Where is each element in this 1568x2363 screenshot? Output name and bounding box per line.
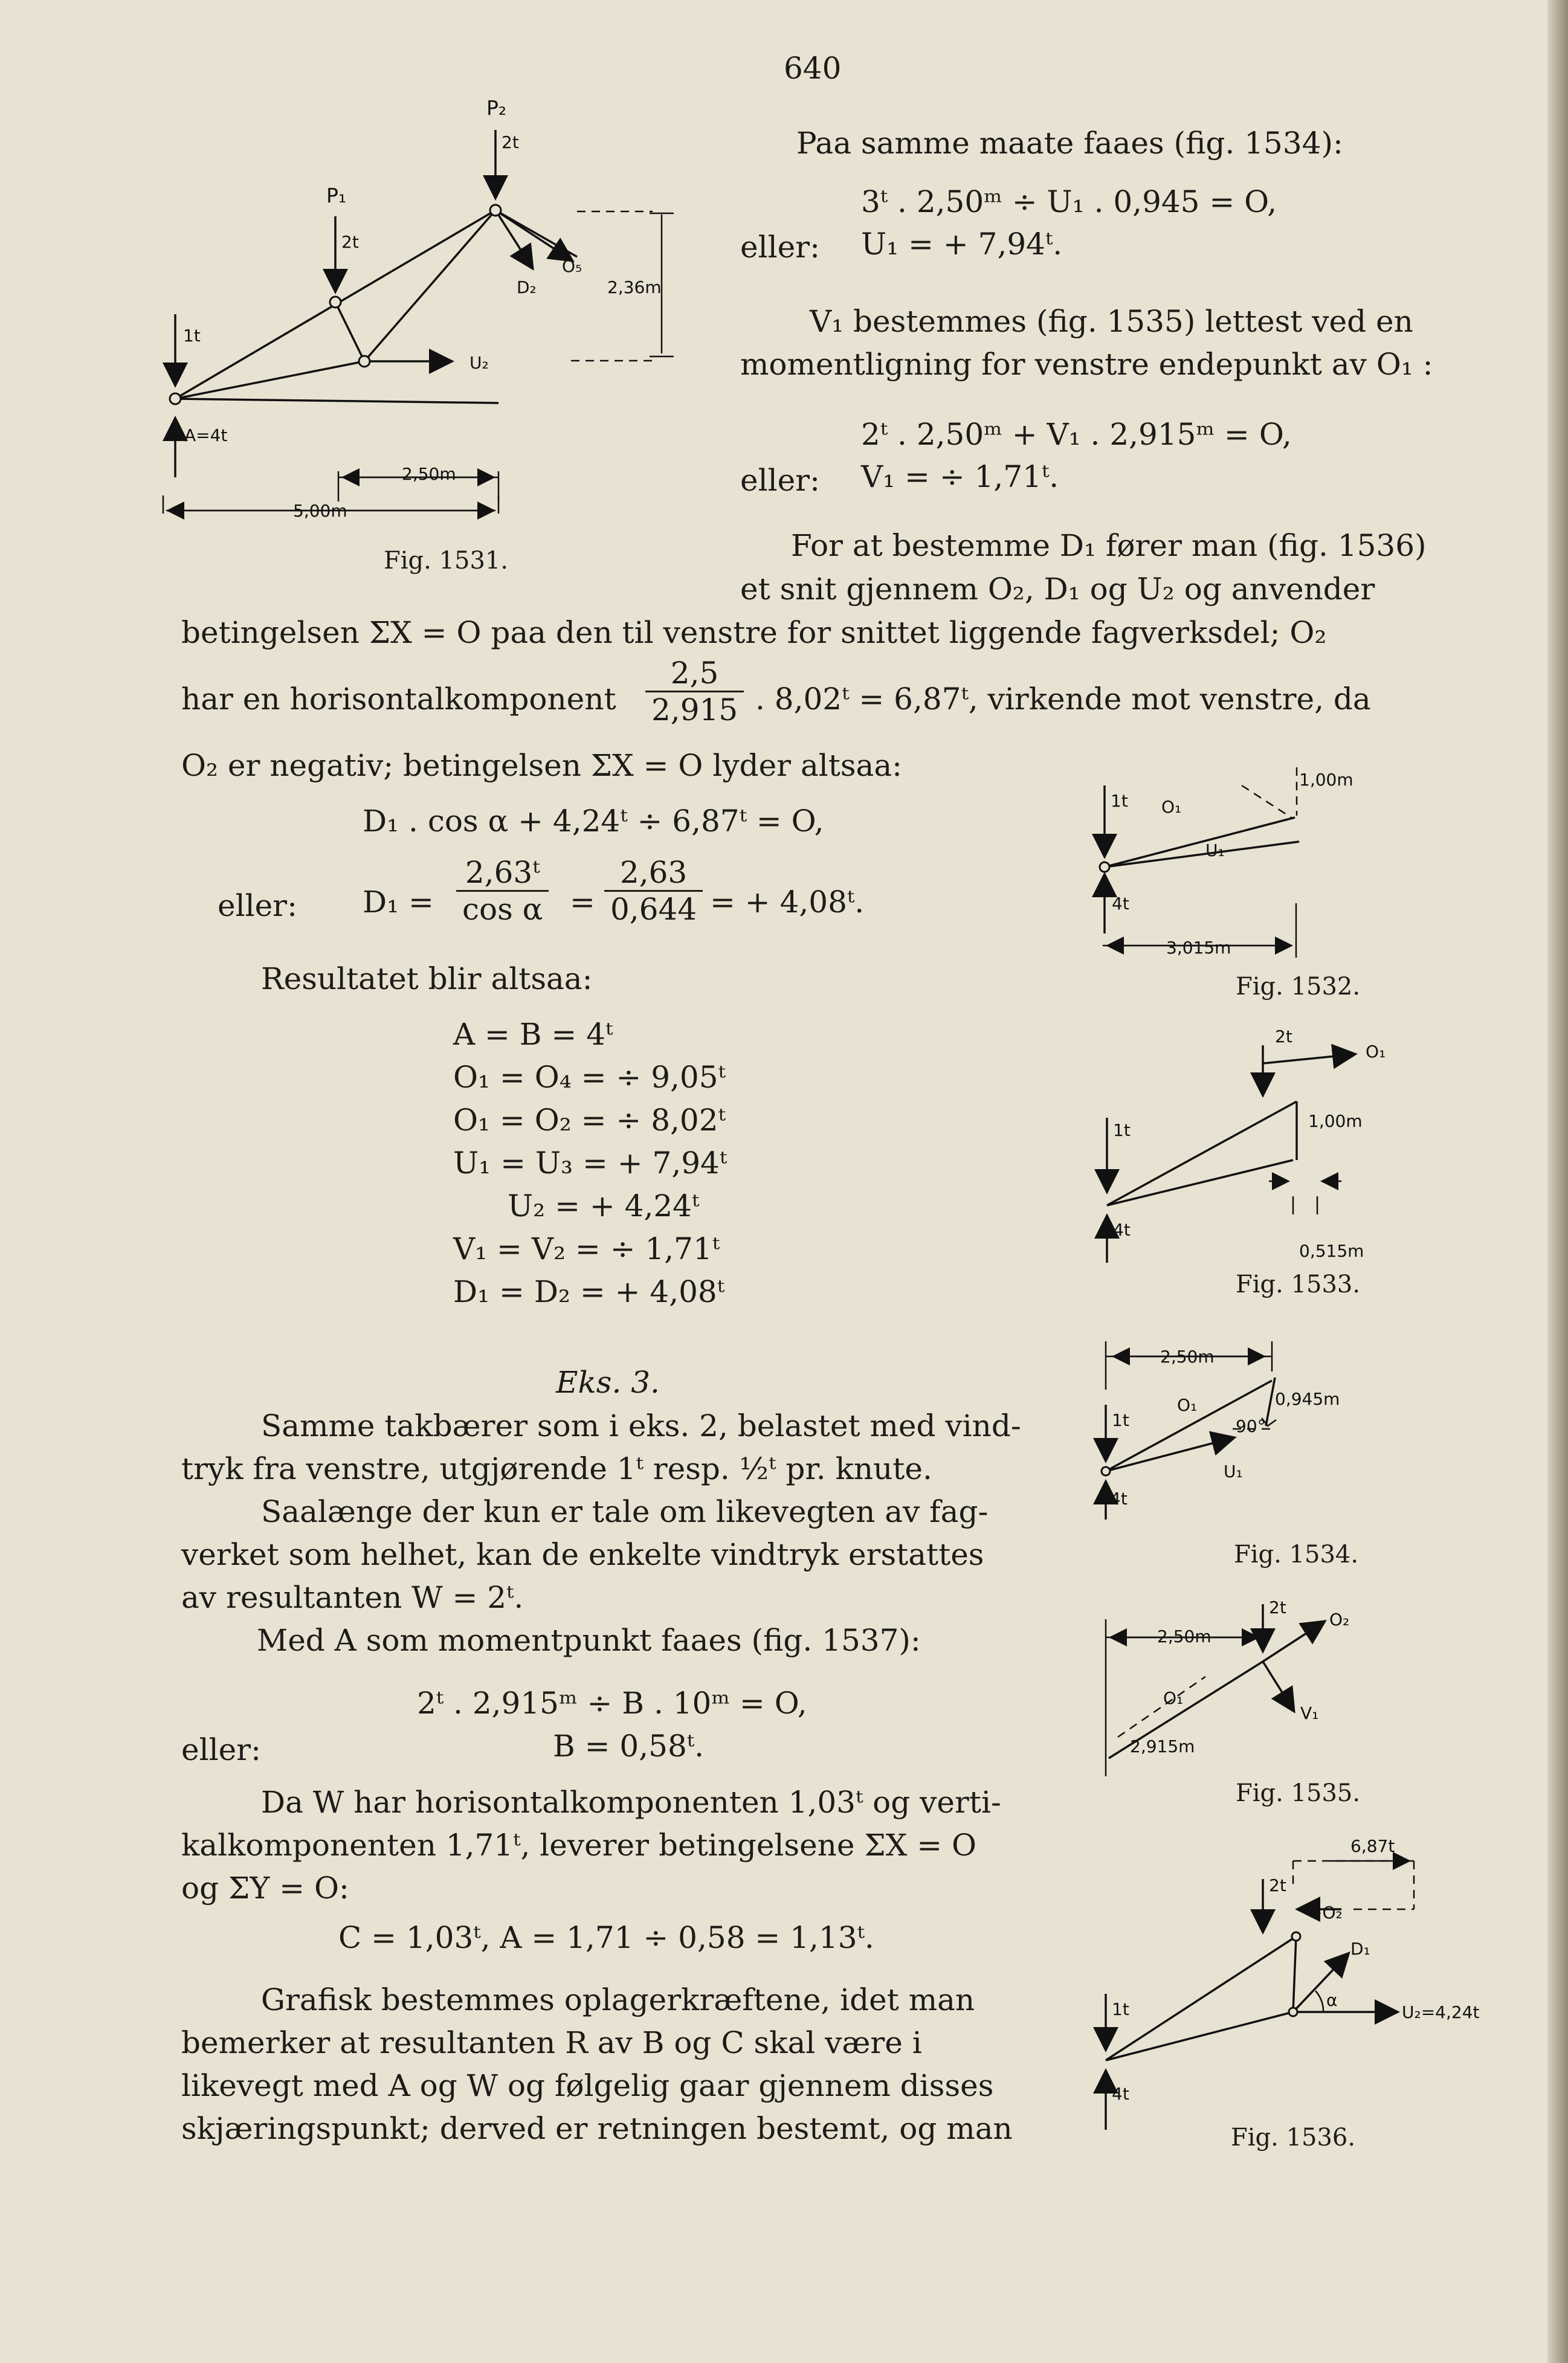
eks3-paragraph-2-line-b: verket som helhet, kan de enkelte vindtryk erstattes: [181, 1537, 984, 1572]
figure-1531: [154, 79, 662, 586]
eks3-paragraph-1-line-a: Samme takbærer som i eks. 2, belastet med vind-: [261, 1408, 1021, 1443]
fig1536-label-1t: 1t: [1112, 1999, 1129, 2019]
wind-component-line-c: og ΣY = O:: [181, 1871, 349, 1906]
fig1535-label-2915: 2,915m: [1130, 1736, 1195, 1756]
fig1536-label-687: 6,87t: [1350, 1836, 1395, 1856]
equation-b-result: B = 0,58ᵗ.: [553, 1729, 704, 1764]
fig1531-label-u2: U₂: [469, 353, 489, 373]
fig1536-label-d1: D₁: [1350, 1939, 1370, 1959]
fig1536-o1-line: [1106, 1936, 1296, 2060]
equation-d1-fraction-1-num: 2,63ᵗ: [456, 855, 549, 892]
result-line-5: U₂ = + 4,24ᵗ: [508, 1188, 700, 1223]
fig1535-label-o2: O₂: [1329, 1610, 1350, 1630]
figure-1535: [1094, 1595, 1420, 1813]
fig1534-label-o1: O₁: [1177, 1395, 1198, 1415]
equation-d1-fraction-1-den: cos α: [462, 892, 543, 927]
fig1536-label-2t: 2t: [1269, 1875, 1286, 1895]
fig1531-caption: Fig. 1531.: [384, 547, 509, 575]
fig1536-label-4t: 4t: [1112, 2084, 1129, 2104]
fig1532-dashed-line: [1242, 785, 1293, 819]
d1-text-line-a: For at bestemme D₁ fører man (fig. 1536): [791, 528, 1427, 563]
fig1533-label-0515: 0,515m: [1299, 1241, 1364, 1261]
fig1532-label-o1: O₁: [1161, 797, 1182, 817]
fig1536-label-alpha: α: [1326, 1990, 1338, 2010]
d1-text-line-b: et snit gjennem O₂, D₁ og U₂ og anvender: [740, 572, 1375, 607]
result-line-2: O₁ = O₄ = ÷ 9,05ᵗ: [453, 1060, 726, 1095]
fig1531-label-p1: P₁: [326, 184, 347, 207]
horizontal-component-suffix: . 8,02ᵗ = 6,87ᵗ, virkende mot venstre, da: [755, 682, 1371, 717]
fig1533-label-100: 1,00m: [1308, 1111, 1363, 1131]
equation-d1-fraction-2-num: 2,63: [604, 855, 703, 892]
equation-v1-moment: 2ᵗ . 2,50ᵐ + V₁ . 2,915ᵐ = O,: [861, 417, 1292, 452]
fig1534-caption: Fig. 1534.: [1234, 1541, 1359, 1568]
eller-label-1: eller:: [740, 230, 820, 265]
figure-1532-drawing: [1094, 752, 1420, 1006]
result-line-1: A = B = 4ᵗ: [453, 1017, 613, 1052]
result-line-7: D₁ = D₂ = + 4,08ᵗ: [453, 1274, 725, 1309]
equation-u1-moment: 3ᵗ . 2,50ᵐ ÷ U₁ . 0,945 = O,: [861, 184, 1277, 219]
fig1532-label-u1: U₁: [1205, 840, 1225, 860]
fig1531-label-d2: D₂: [517, 277, 537, 297]
fig1531-label-a: A=4t: [184, 425, 228, 445]
figure-1536: [1094, 1831, 1486, 2157]
fig1535-caption: Fig. 1535.: [1236, 1779, 1361, 1807]
figure-1536-drawing: [1094, 1831, 1486, 2157]
result-line-3: O₁ = O₂ = ÷ 8,02ᵗ: [453, 1103, 726, 1138]
equation-b-moment: 2ᵗ . 2,915ᵐ ÷ B . 10ᵐ = O,: [417, 1686, 807, 1721]
lower-chord: [175, 361, 364, 399]
result-line-4: U₁ = U₃ = + 7,94ᵗ: [453, 1146, 728, 1181]
eks3-paragraph-2-line-a: Saalænge der kun er tale om likevegten av fag-: [261, 1494, 989, 1529]
fig1534-label-4t: 4t: [1110, 1489, 1128, 1509]
grafisk-line-c: likevegt med A og W og følgelig gaar gjennem disses: [181, 2068, 994, 2103]
fig1534-label-250: 2,50m: [1160, 1347, 1215, 1367]
eller-label-2: eller:: [740, 463, 820, 498]
fig1532-o1-line: [1105, 817, 1295, 867]
fig1536-u-line: [1106, 2012, 1293, 2060]
equation-d1-equals: =: [570, 885, 595, 920]
fig1532-u1-line: [1105, 842, 1299, 867]
fig1531-label-250: 2,50m: [402, 464, 456, 484]
figure-1533: [1094, 1021, 1420, 1305]
fig1534-label-1t: 1t: [1112, 1410, 1129, 1430]
fig1531-label-1t: 1t: [183, 326, 201, 346]
fig1531-label-2t-top: 2t: [502, 132, 519, 152]
grafisk-line-b: bemerker at resultanten R av B og C skal være i: [181, 2025, 922, 2060]
d2-arrow: [495, 210, 532, 267]
grafisk-line-d: skjæringspunkt; derved er retningen bestemt, og man: [181, 2111, 1013, 2146]
fig1535-o2-arrow: [1263, 1622, 1323, 1662]
moment-point-line: Med A som momentpunkt faaes (fig. 1537):: [257, 1623, 921, 1658]
eks3-paragraph-2-line-c: av resultanten W = 2ᵗ.: [181, 1580, 524, 1615]
fig1534-measure-line: [1266, 1378, 1275, 1426]
page-number: 640: [784, 51, 842, 86]
fig1533-label-1t: 1t: [1113, 1120, 1131, 1140]
equation-d1-result: = + 4,08ᵗ.: [710, 885, 865, 920]
equation-v1-result: V₁ = ÷ 1,71ᵗ.: [861, 459, 1059, 494]
fig1536-label-o2: ÷O₂: [1308, 1903, 1343, 1923]
fig1534-label-u1: U₁: [1224, 1462, 1243, 1481]
fig1535-label-250: 2,50m: [1157, 1626, 1211, 1646]
fig1536-vertical: [1293, 1936, 1296, 2012]
wind-component-line-b: kalkomponenten 1,71ᵗ, leverer betingelsene ΣX = O: [181, 1828, 976, 1863]
fraction-numerator: 2,5: [645, 656, 744, 692]
left-diagonal: [335, 302, 364, 361]
fig1532-label-1t: 1t: [1111, 791, 1128, 811]
grafisk-line-a: Grafisk bestemmes oplagerkræftene, idet man: [261, 1982, 975, 2017]
fig1535-label-v1: V₁: [1300, 1703, 1319, 1723]
right-diagonal: [364, 210, 495, 361]
equation-d1-fraction-2-den: 0,644: [610, 892, 697, 927]
fig1535-label-2t: 2t: [1269, 1597, 1286, 1617]
truss-bottom-chord: [175, 399, 498, 403]
equation-d1-sum: D₁ . cos α + 4,24ᵗ ÷ 6,87ᵗ = O,: [363, 804, 824, 839]
fraction-denominator: 2,915: [651, 692, 738, 727]
figure-1531-drawing: [154, 79, 662, 586]
eller-label-3: eller:: [218, 888, 297, 923]
fig1532-label-4t: 4t: [1112, 894, 1129, 914]
equation-d1-fraction-1: [456, 855, 549, 927]
fig1534-label-0945: 0,945m: [1275, 1389, 1340, 1409]
fig1532-caption: Fig. 1532.: [1236, 973, 1361, 1001]
fig1535-label-o1: O₁: [1163, 1688, 1184, 1708]
fig1532-label-100: 1,00m: [1299, 770, 1353, 790]
v1-text-line-a: V₁ bestemmes (fig. 1535) lettest ved en: [810, 304, 1413, 339]
fig1533-o1-arrow: [1263, 1054, 1353, 1063]
intro-1534: Paa samme maate faaes (fig. 1534):: [796, 126, 1343, 161]
o5-arrow: [495, 210, 571, 260]
fig1534-label-90deg: 90°: [1236, 1416, 1266, 1436]
fig1535-v1-arrow: [1263, 1662, 1293, 1710]
fig1533-label-2t: 2t: [1275, 1027, 1292, 1046]
figure-1532: [1094, 752, 1420, 1006]
equation-support-forces: C = 1,03ᵗ, A = 1,71 ÷ 0,58 = 1,13ᵗ.: [338, 1920, 874, 1955]
equation-d1-prefix: D₁ =: [363, 885, 434, 920]
fig1536-label-u2: U₂=4,24t: [1402, 2002, 1480, 2022]
fig1534-u1-arrow: [1106, 1438, 1233, 1471]
o2-negative-line: O₂ er negativ; betingelsen ΣX = O lyder altsaa:: [181, 748, 902, 783]
resultatet-line: Resultatet blir altsaa:: [261, 961, 593, 996]
eks3-heading: Eks. 3.: [556, 1365, 660, 1400]
fig1531-label-500: 5,00m: [293, 501, 347, 521]
figure-1533-drawing: [1094, 1021, 1420, 1305]
fig1532-label-3015: 3,015m: [1166, 938, 1231, 958]
eller-label-4: eller:: [181, 1732, 261, 1767]
equation-u1-result: U₁ = + 7,94ᵗ.: [861, 227, 1063, 262]
horizontal-component-prefix: har en horisontalkomponent: [181, 682, 616, 717]
fig1536-d1-arrow: [1293, 1955, 1347, 2012]
v1-text-line-b: momentligning for venstre endepunkt av O₁ :: [740, 347, 1433, 382]
result-line-6: V₁ = V₂ = ÷ 1,71ᵗ: [453, 1231, 720, 1266]
equation-d1-fraction-2: [604, 855, 703, 927]
fig1533-o1-line: [1107, 1101, 1297, 1205]
fig1531-label-height: 2,36m: [607, 277, 662, 297]
page-edge-shadow: [1547, 0, 1568, 2363]
wind-component-line-a: Da W har horisontalkomponenten 1,03ᵗ og verti-: [261, 1785, 1001, 1820]
eks3-paragraph-1-line-b: tryk fra venstre, utgjørende 1ᵗ resp. ½ᵗ pr. knute.: [181, 1451, 932, 1486]
fraction-2-5-over-2-915: [645, 656, 744, 727]
fig1531-label-p2: P₂: [486, 96, 507, 120]
fig1531-label-2t-mid: 2t: [341, 232, 359, 252]
fig1531-label-o5: O₅: [562, 256, 582, 276]
fig1533-caption: Fig. 1533.: [1236, 1271, 1361, 1298]
d1-text-line-c: betingelsen ΣX = O paa den til venstre for snittet liggende fagverksdel; O₂: [181, 615, 1327, 650]
fig1533-bottom-line: [1107, 1160, 1293, 1205]
fig1533-label-4t: 4t: [1113, 1220, 1131, 1240]
fig1536-caption: Fig. 1536.: [1231, 2124, 1356, 2152]
figure-1534: [1094, 1329, 1420, 1583]
fig1533-label-o1: O₁: [1366, 1042, 1386, 1062]
